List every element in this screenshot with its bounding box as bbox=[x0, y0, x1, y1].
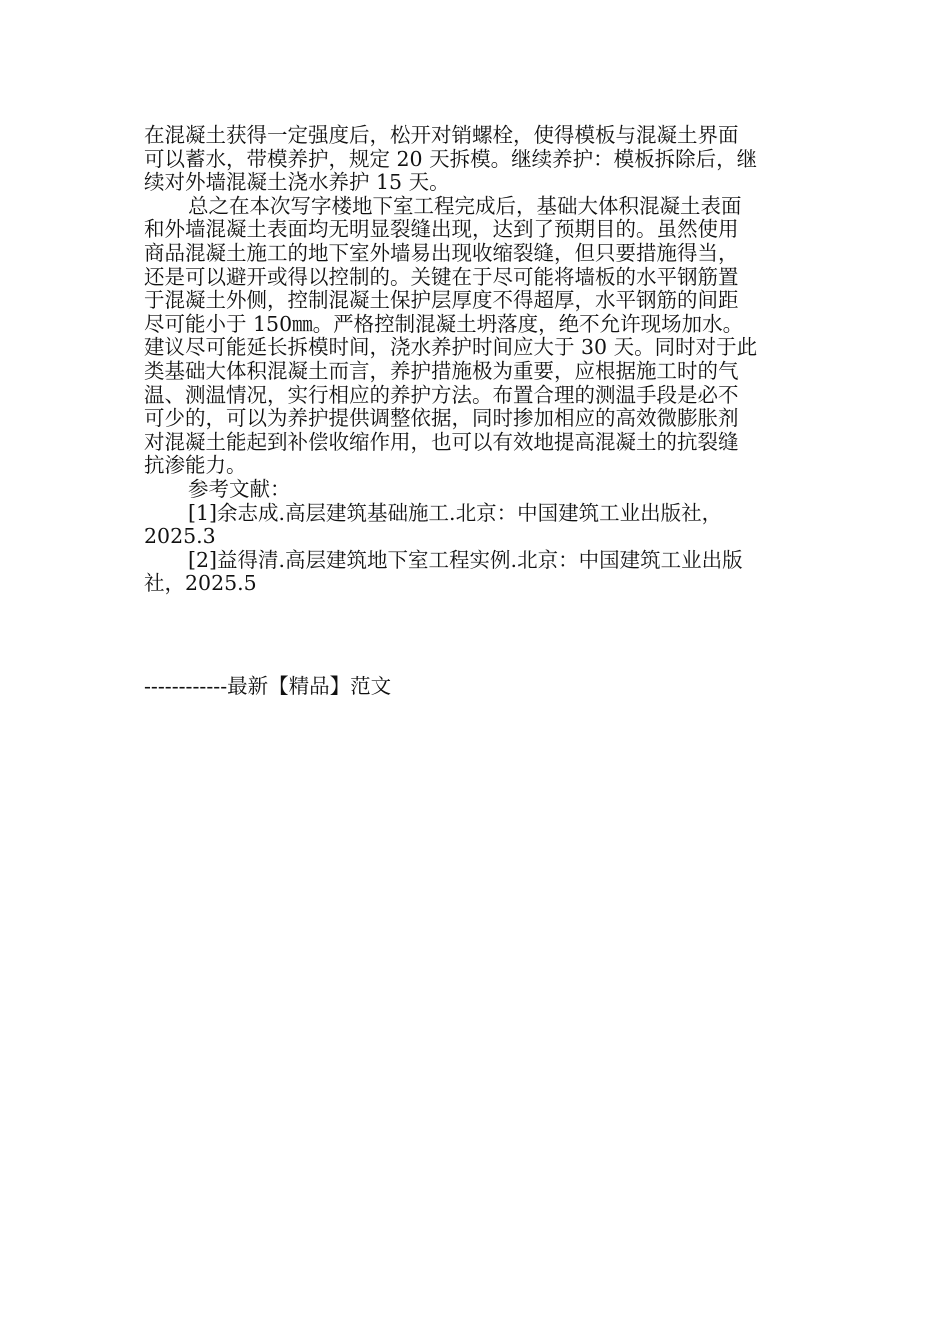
paragraph-line: 商品混凝土施工的地下室外墙易出现收缩裂缝，但只要措施得当， bbox=[144, 240, 739, 265]
paragraph-line: 建议尽可能延长拆模时间，浇水养护时间应大于 30 天。同时对于此 bbox=[144, 335, 758, 360]
paragraph-2 bbox=[144, 195, 806, 478]
reference-1: [1]余志成.高层建筑基础施工.北京：中国建筑工业出版社， bbox=[188, 500, 723, 525]
reference-2: [2]益得清.高层建筑地下室工程实例.北京：中国建筑工业出版 bbox=[188, 547, 743, 572]
reference-2-continued: 社，2025.5 bbox=[144, 571, 257, 596]
paragraph-line: 总之在本次写字楼地下室工程完成后，基础大体积混凝土表面 bbox=[188, 193, 742, 218]
paragraph-line: 温、测温情况，实行相应的养护方法。布置合理的测温手段是必不 bbox=[144, 382, 739, 407]
paragraph-line: 可少的，可以为养护提供调整依据，同时掺加相应的高效微膨胀剂 bbox=[144, 406, 739, 431]
paragraph-line: 对混凝土能起到补偿收缩作用，也可以有效地提高混凝土的抗裂缝 bbox=[144, 429, 739, 454]
paragraph-line: 类基础大体积混凝土而言，养护措施极为重要，应根据施工时的气 bbox=[144, 358, 739, 383]
paragraph-line: 抗渗能力。 bbox=[144, 453, 247, 478]
paragraph-line: 于混凝土外侧，控制混凝土保护层厚度不得超厚，水平钢筋的间距 bbox=[144, 288, 739, 313]
footer-text: ------------最新【精品】范文 bbox=[144, 674, 392, 698]
paragraph-line: 在混凝土获得一定强度后，松开对销螺栓，使得模板与混凝土界面 bbox=[144, 123, 739, 147]
paragraph-line: 还是可以避开或得以控制的。关键在于尽可能将墙板的水平钢筋置 bbox=[144, 264, 739, 289]
reference-1-continued: 2025.3 bbox=[144, 524, 216, 549]
references-section bbox=[144, 478, 806, 596]
paragraph-line: 续对外墙混凝土浇水养护 15 天。 bbox=[144, 170, 450, 195]
paragraph-line: 可以蓄水，带模养护，规定 20 天拆模。继续养护：模板拆除后，继 bbox=[144, 146, 758, 171]
paragraph-line: 和外墙混凝土表面均无明显裂缝出现，达到了预期目的。虽然使用 bbox=[144, 217, 739, 242]
paragraph-line: 尽可能小于 150㎜。严格控制混凝土坍落度，绝不允许现场加水。 bbox=[144, 311, 744, 336]
paragraph-1 bbox=[144, 124, 806, 195]
references-heading: 参考文献： bbox=[188, 476, 291, 501]
document-body bbox=[144, 124, 806, 596]
